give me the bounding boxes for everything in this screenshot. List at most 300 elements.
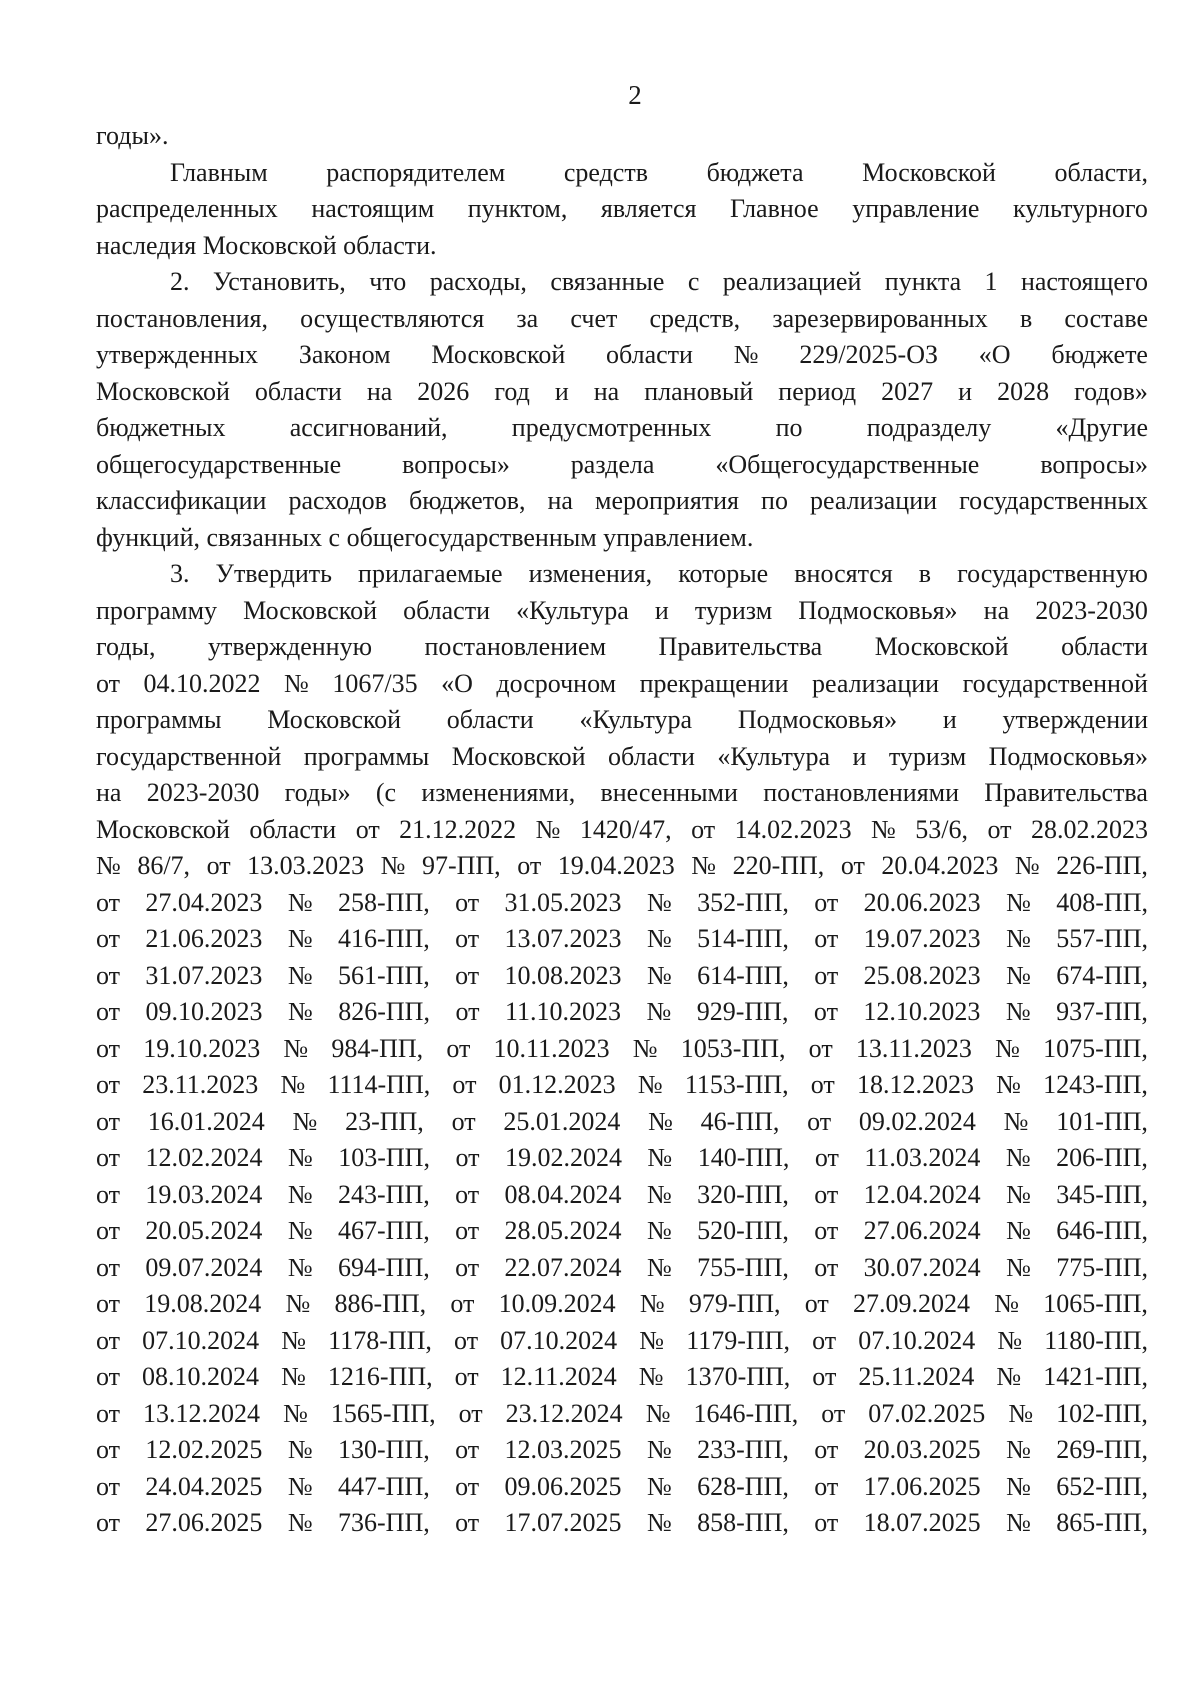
text-line [96,155,1148,192]
word: «Общегосударственные [715,449,980,479]
word: 17.06.2025 [863,1471,981,1501]
text-line [96,410,1148,447]
word: 320-ПП, [697,1179,789,1209]
word: 220-ПП, [732,851,825,880]
word: распределенных [96,194,278,223]
paragraph [96,155,1148,265]
word: 25.08.2023 [863,960,981,990]
word: 1565-ПП, [330,1398,436,1428]
word: 937-ПП, [1056,997,1148,1026]
word: № [96,851,121,880]
word: 2026 [417,376,470,406]
word: 46-ПП, [700,1106,780,1136]
word: и [958,376,973,406]
word: ассигнований, [289,413,448,442]
word: настоящим [311,194,435,223]
word: прекращении [639,668,789,698]
word: бюджета [706,157,804,187]
word: № [639,1289,665,1318]
word: от [96,1435,121,1464]
word: вносятся [794,559,893,588]
word: от [96,1106,121,1136]
word: № [1006,1216,1031,1245]
word: 22.07.2024 [504,1252,622,1282]
word: от [96,1033,121,1063]
word: постановления, [96,303,268,333]
word: 1 [984,267,998,296]
word: пункта [884,267,962,296]
text-line [96,264,1148,301]
text-line [96,885,1148,922]
word: и [852,741,867,771]
word: изменениями, [421,778,576,807]
word: от [96,887,121,917]
word: 614-ПП, [697,960,789,990]
word: Московской [862,157,996,187]
word: и [554,376,569,406]
word: осуществляются [300,303,485,333]
word: № [280,1070,306,1099]
word: 18.07.2025 [863,1508,981,1537]
word: 1243-ПП, [1043,1070,1148,1099]
word: от [813,997,838,1026]
word: 1421-ПП, [1043,1362,1148,1391]
word: период [778,376,857,406]
word: от [814,1252,839,1282]
word: от [96,1362,121,1391]
word: 20.03.2025 [863,1435,981,1464]
word: 1114-ПП, [327,1070,431,1099]
word: программу [96,595,218,625]
word: расходов [288,486,387,515]
word: 652-ПП, [1056,1471,1148,1501]
word: от [355,814,380,844]
word: № [284,668,309,698]
word: по [761,486,788,515]
word: 01.12.2023 [498,1070,616,1099]
text-line [96,702,1148,739]
text-line [96,1469,1148,1506]
text-line [96,1396,1148,1433]
word: Московской [874,632,1009,661]
word: № [646,887,672,917]
word: 408-ПП, [1056,887,1148,917]
word: от [455,997,480,1026]
word: от [455,887,480,917]
word: 775-ПП, [1056,1252,1148,1282]
word: 12.03.2025 [504,1435,622,1464]
paragraph [96,264,1148,556]
word: № [380,851,406,880]
word: области [608,741,695,771]
word: 1180-ПП, [1044,1325,1148,1355]
text-line [96,1323,1148,1360]
word: от [455,1179,480,1209]
word: от [96,1471,121,1501]
word: 416-ПП, [338,924,430,953]
word: от [454,1362,479,1391]
word: 18.12.2023 [856,1070,974,1099]
word: 20.05.2024 [145,1216,263,1245]
word: № [287,1471,313,1501]
word: № [646,1252,672,1282]
word: 23.12.2024 [505,1398,623,1428]
word: 1646-ПП, [693,1398,799,1428]
word: расходы, [429,267,527,296]
word: № [646,1508,672,1537]
paragraph [96,118,1148,155]
word: № [283,1398,308,1428]
word: 13.07.2023 [504,924,622,953]
word: № [1006,924,1031,953]
word: от [96,1398,121,1428]
word: Подмосковья» [798,595,958,625]
word: от [458,1398,483,1428]
word: 97-ПП, [421,851,501,880]
word: от [96,960,121,990]
word: 226-ПП, [1056,851,1148,880]
word: Утвердить [215,559,332,588]
word: № [281,1325,307,1355]
text-line [96,1505,1148,1542]
word: 17.07.2025 [504,1508,622,1537]
word: 2023-2030 [1035,595,1148,625]
page-number: 2 [628,80,642,110]
word: «Культура [717,741,831,771]
word: от [810,1070,835,1099]
word: «Другие [1055,413,1148,442]
word: от [455,1143,480,1172]
word: по [775,413,803,442]
word: от [96,1216,121,1245]
word: 08.10.2024 [142,1362,260,1391]
word: 1053-ПП, [680,1033,786,1063]
word: от [446,1033,471,1063]
word: 557-ПП, [1056,924,1148,953]
word: 206-ПП, [1056,1143,1148,1172]
word: и [942,705,957,734]
word: 21.12.2022 [399,814,517,844]
word: от [808,1033,833,1063]
word: от [814,887,839,917]
word: 628-ПП, [697,1471,789,1501]
word: 1179-ПП, [686,1325,790,1355]
word: на [593,376,620,406]
word: вопросы» [402,449,510,479]
text-line [96,921,1148,958]
word: от [452,1070,477,1099]
word: от [821,1398,846,1428]
word: Московской [267,705,402,734]
text-line [96,191,1148,228]
word: пунктом, [467,194,568,223]
word: 1075-ПП, [1043,1033,1148,1063]
word: 10.08.2023 [504,960,622,990]
text-line [96,739,1148,776]
word: 07.02.2025 [868,1398,986,1428]
word: от [455,1471,480,1501]
word: № [647,1143,673,1172]
word: 258-ПП, [338,887,430,917]
text-line [96,1359,1148,1396]
word: № [287,997,313,1026]
text-line [96,374,1148,411]
word: на [983,595,1010,625]
word: № [283,1033,309,1063]
word: 31.05.2023 [504,887,622,917]
word: № [639,1325,665,1355]
word: 27.09.2024 [852,1289,970,1318]
word: от [206,851,231,880]
text-line [96,666,1148,703]
word: изменения, [528,559,653,588]
word: № [1006,960,1031,990]
word: общегосударственные [96,449,342,479]
word: реализацией [722,267,862,296]
word: счет [570,303,618,333]
text-line [96,775,1148,812]
word: туризм [694,595,773,625]
word: от [691,814,716,844]
word: распорядителем [326,157,506,187]
word: области [1061,632,1148,661]
word: от [814,924,839,953]
word: составе [1064,303,1148,333]
text-line [96,812,1148,849]
word: 886-ПП, [334,1289,427,1318]
word: утвержденную [207,632,372,661]
word: на [547,486,573,515]
word: 19.04.2023 [557,851,675,880]
word: 447-ПП, [338,1471,430,1501]
word: 11.10.2023 [504,997,621,1026]
word: зарезервированных [772,303,988,333]
word: с [687,267,700,296]
word: № [1008,1398,1034,1428]
word: плановый [644,376,754,406]
word: № [1014,851,1040,880]
word: 13.12.2024 [143,1398,261,1428]
text-line [96,629,1148,666]
word: 31.07.2023 [145,960,263,990]
word: средств, [649,303,741,333]
word: № [637,1070,663,1099]
word: 984-ПП, [331,1033,424,1063]
word: 979-ПП, [688,1289,781,1318]
word: 20.04.2023 [881,851,999,880]
word: Правительства [984,778,1148,807]
word: государственной [96,741,282,771]
word: 19.07.2023 [863,924,981,953]
word: № [638,1362,664,1391]
word: от [814,960,839,990]
word: № [1006,1252,1031,1282]
word: от [455,1252,480,1282]
word: № [287,887,313,917]
word: 07.10.2024 [858,1325,976,1355]
word: 1370-ПП, [685,1362,791,1391]
word: 352-ПП, [697,887,789,917]
word: 09.07.2024 [145,1252,263,1282]
word: Московской [96,814,230,844]
word: от [812,1325,837,1355]
word: Московской [451,741,586,771]
word: области [249,814,337,844]
word: 04.10.2022 [143,668,261,698]
word: № [996,1070,1021,1099]
word: от [455,1216,480,1245]
word: области, [1054,157,1148,187]
text-line [96,994,1148,1031]
word: № [287,1179,313,1209]
word: от [96,668,121,698]
text-line [96,556,1148,593]
word: 140-ПП, [697,1143,790,1172]
word: 520-ПП, [697,1216,789,1245]
word: области [606,340,693,369]
word: 10.11.2023 [493,1033,610,1063]
word: от [455,960,480,990]
word: Главным [170,157,268,187]
word: 1067/35 [332,668,418,698]
word: 09.06.2025 [504,1471,622,1501]
word: от [96,1179,121,1209]
word: 13.11.2023 [855,1033,972,1063]
word: управление [852,194,980,223]
word: 27.06.2024 [863,1216,981,1245]
word: № [997,1325,1023,1355]
word: № [287,1143,313,1172]
text-line [96,337,1148,374]
word: 25.01.2024 [503,1106,621,1136]
word: 826-ПП, [338,997,430,1026]
word: Подмосковья» [737,705,898,734]
word: 23.11.2023 [142,1070,259,1099]
word: культурного [1013,194,1148,223]
word: годы, [96,632,156,661]
word: настоящего [1020,267,1148,296]
word: годы» [284,778,351,807]
word: от [812,1362,837,1391]
word: досрочном [496,668,617,698]
text-line [96,958,1148,995]
word: № [287,1435,313,1464]
word: 2023-2030 [146,778,260,807]
word: № [1003,1106,1029,1136]
word: средств [563,157,648,187]
word: постановлениями [763,778,960,807]
word: 53/6, [915,814,969,844]
word: № [1006,887,1031,917]
word: Подмосковья» [988,741,1148,771]
word: от [987,814,1012,844]
word: связанные [550,267,665,296]
word: 2027 [881,376,934,406]
word: № [1006,1179,1031,1209]
word: Правительства [658,632,823,661]
word: 14.02.2023 [734,814,852,844]
text-line [96,1177,1148,1214]
word: в [918,559,932,588]
word: 514-ПП, [697,924,789,953]
word: годов» [1074,376,1148,406]
word: от [807,1106,832,1136]
word: 21.06.2023 [145,924,263,953]
word: от [814,1216,839,1245]
word: что [369,267,407,296]
word: в [1019,303,1033,333]
word: № [287,960,313,990]
word: области [254,376,342,406]
word: 28.02.2023 [1030,814,1148,844]
word: бюджетов, [408,486,526,515]
word: 269-ПП, [1056,1435,1148,1464]
word: от [96,1070,121,1099]
word: Законом [298,340,391,369]
word: от [814,1471,839,1501]
word: 103-ПП, [338,1143,430,1172]
text-line [96,1286,1148,1323]
word: 2028 [997,376,1050,406]
word: № [281,1362,306,1391]
word: 28.05.2024 [504,1216,622,1245]
word: № [1005,1143,1031,1172]
word: № [995,1033,1020,1063]
word: туризм [888,741,967,771]
word: 19.02.2024 [504,1143,622,1172]
word: реализации [812,668,940,698]
word: является [600,194,697,223]
word: на [96,778,122,807]
text-line [96,1031,1148,1068]
word: 865-ПП, [1056,1508,1148,1537]
text-line [96,301,1148,338]
word: от [96,997,121,1026]
text-line [96,1104,1148,1141]
text-line [96,1140,1148,1177]
word: «О [978,340,1011,369]
word: № [646,1216,672,1245]
word: № [287,924,313,953]
word: 1216-ПП, [327,1362,433,1391]
word: 09.10.2023 [145,997,263,1026]
word: (с [375,778,397,807]
word: от [96,1289,121,1318]
word: № [292,1106,318,1136]
word: от [96,1508,121,1537]
word: 674-ПП, [1056,960,1148,990]
word: № [871,814,896,844]
word: реализации [809,486,938,515]
word: Московской [431,340,566,369]
word: № [285,1289,311,1318]
word: 19.10.2023 [143,1033,261,1063]
word: 11.03.2024 [864,1143,981,1172]
word: 19.03.2024 [145,1179,263,1209]
word: бюджетных [96,413,226,442]
word: 08.04.2024 [504,1179,622,1209]
word: № [994,1289,1019,1318]
word: 25.11.2024 [858,1362,975,1391]
word: 130-ПП, [338,1435,430,1464]
word: 467-ПП, [338,1216,430,1245]
word: и [654,595,669,625]
word: подразделу [866,413,992,442]
word: государственной [962,668,1148,698]
text-line [96,483,1148,520]
word: от [840,851,865,880]
word: 102-ПП, [1056,1398,1148,1428]
